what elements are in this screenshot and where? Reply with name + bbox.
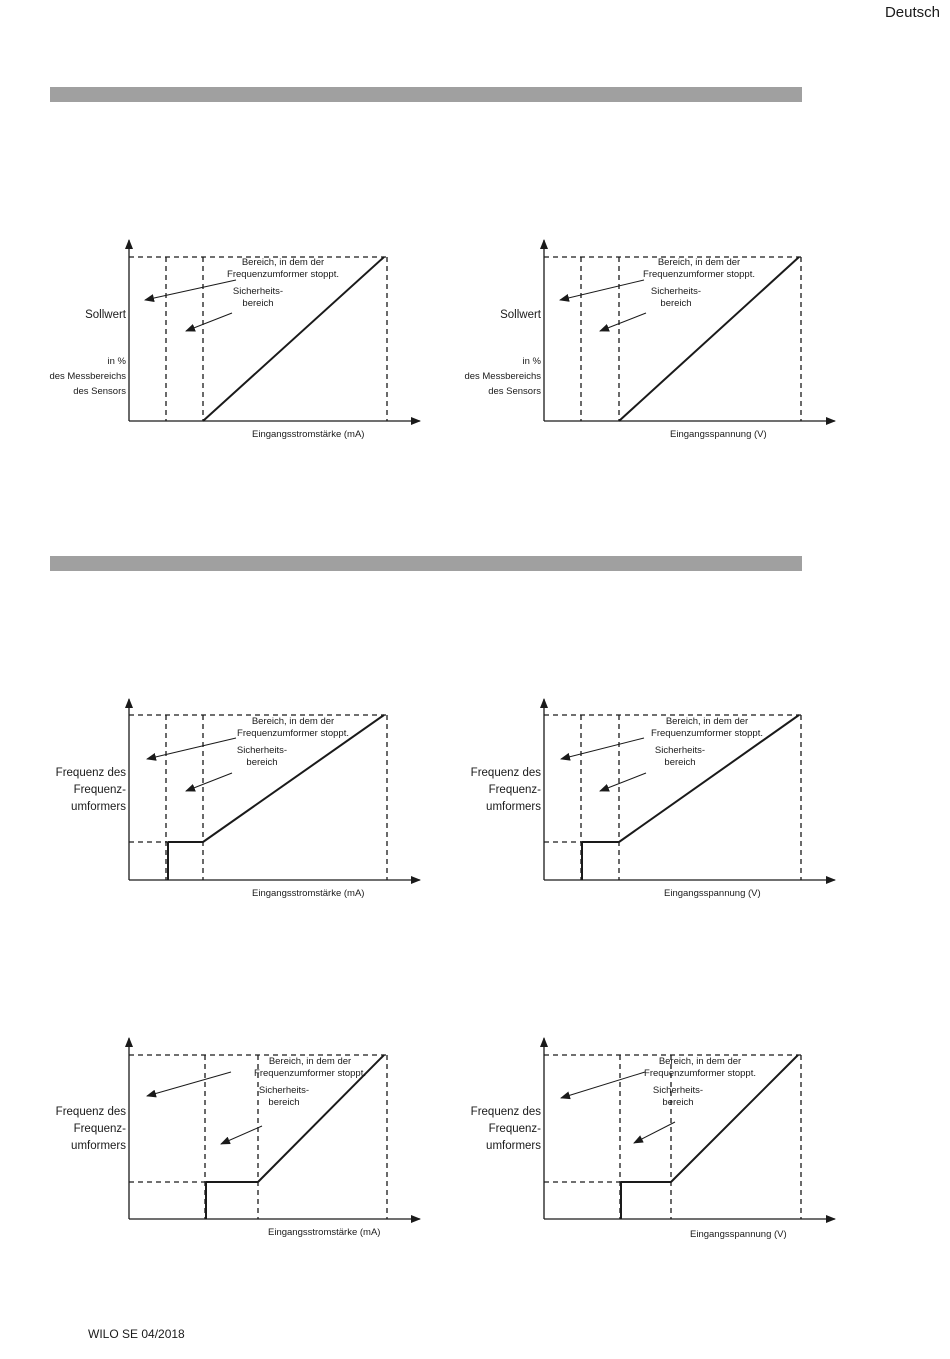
stop-area-arrow	[561, 1072, 645, 1098]
stop-area-arrow	[147, 1072, 231, 1096]
y-axis-label: Frequenz des	[55, 1106, 126, 1118]
y-axis-label: umformers	[71, 801, 126, 813]
stop-area-arrow	[147, 738, 236, 759]
y-axis-label: Sollwert	[500, 309, 541, 321]
x-axis-label: Eingangsstromstärke (mA)	[268, 1227, 381, 1238]
y-axis-label: in %	[522, 356, 541, 367]
y-axis-label: Frequenz-	[488, 1123, 541, 1135]
safety-area-arrow	[186, 313, 232, 331]
y-axis-label: des Messbereichs	[464, 371, 541, 382]
stop-area-label: Bereich, in dem der	[658, 1056, 742, 1067]
y-axis-label: des Sensors	[73, 386, 126, 397]
y-axis-label: Frequenz des	[470, 767, 541, 779]
safety-area-label: Sicherheits-	[652, 1085, 704, 1096]
safety-area-label: bereich	[242, 298, 274, 309]
y-axis-label: des Sensors	[488, 386, 541, 397]
stop-area-label: Frequenzumformer stoppt.	[651, 728, 763, 739]
safety-area-label: bereich	[660, 298, 692, 309]
language-label: Deutsch	[884, 4, 940, 21]
x-axis-label: Eingangsspannung (V)	[664, 888, 761, 899]
stop-area-label: Frequenzumformer stoppt.	[644, 1068, 756, 1079]
safety-area-label: Sicherheits-	[232, 286, 284, 297]
safety-area-label: bereich	[664, 757, 696, 768]
y-axis-label: Frequenz des	[470, 1106, 541, 1118]
y-axis-label: umformers	[71, 1140, 126, 1152]
safety-area-label: Sicherheits-	[236, 745, 288, 756]
stop-area-arrow	[561, 738, 644, 759]
safety-area-arrow	[186, 773, 232, 791]
y-axis-label: des Messbereichs	[49, 371, 126, 382]
x-axis-label: Eingangsstromstärke (mA)	[252, 888, 365, 899]
chart-d4	[471, 699, 835, 899]
y-axis-label: umformers	[486, 801, 541, 813]
y-axis-label: Sollwert	[85, 309, 126, 321]
x-axis-label: Eingangsstromstärke (mA)	[252, 429, 365, 440]
y-axis-label: Frequenz des	[55, 767, 126, 779]
safety-area-arrow	[600, 313, 646, 331]
footer-text: WILO SE 04/2018	[88, 1327, 185, 1341]
stop-area-arrow	[560, 280, 644, 300]
y-axis-label: umformers	[486, 1140, 541, 1152]
chart-d2	[464, 240, 835, 440]
stop-area-label: Bereich, in dem der	[657, 257, 741, 268]
chart-d5	[56, 1038, 420, 1238]
stop-area-label: Bereich, in dem der	[665, 716, 749, 727]
y-axis-label: Frequenz-	[73, 1123, 126, 1135]
safety-area-label: Sicherheits-	[654, 745, 706, 756]
chart-d6	[471, 1038, 835, 1240]
safety-area-label: bereich	[662, 1097, 694, 1108]
safety-area-arrow	[221, 1126, 262, 1144]
safety-area-label: Sicherheits-	[258, 1085, 310, 1096]
y-axis-label: Frequenz-	[73, 784, 126, 796]
stop-area-arrow	[145, 280, 236, 300]
safety-area-label: Sicherheits-	[650, 286, 702, 297]
stop-area-label: Bereich, in dem der	[268, 1056, 352, 1067]
safety-area-arrow	[600, 773, 646, 791]
y-axis-label: Frequenz-	[488, 784, 541, 796]
x-axis-label: Eingangsspannung (V)	[690, 1229, 787, 1240]
chart-d1	[49, 240, 420, 440]
stop-area-label: Frequenzumformer stoppt.	[237, 728, 349, 739]
stop-area-label: Frequenzumformer stoppt.	[643, 269, 755, 280]
characteristic-line	[619, 257, 799, 421]
chart-d3	[56, 699, 420, 899]
safety-area-label: bereich	[268, 1097, 300, 1108]
safety-area-arrow	[634, 1122, 675, 1143]
stop-area-label: Bereich, in dem der	[241, 257, 325, 268]
x-axis-label: Eingangsspannung (V)	[670, 429, 767, 440]
stop-area-label: Frequenzumformer stoppt.	[254, 1068, 366, 1079]
y-axis-label: in %	[107, 356, 126, 367]
stop-area-label: Bereich, in dem der	[251, 716, 335, 727]
safety-area-label: bereich	[246, 757, 278, 768]
stop-area-label: Frequenzumformer stoppt.	[227, 269, 339, 280]
